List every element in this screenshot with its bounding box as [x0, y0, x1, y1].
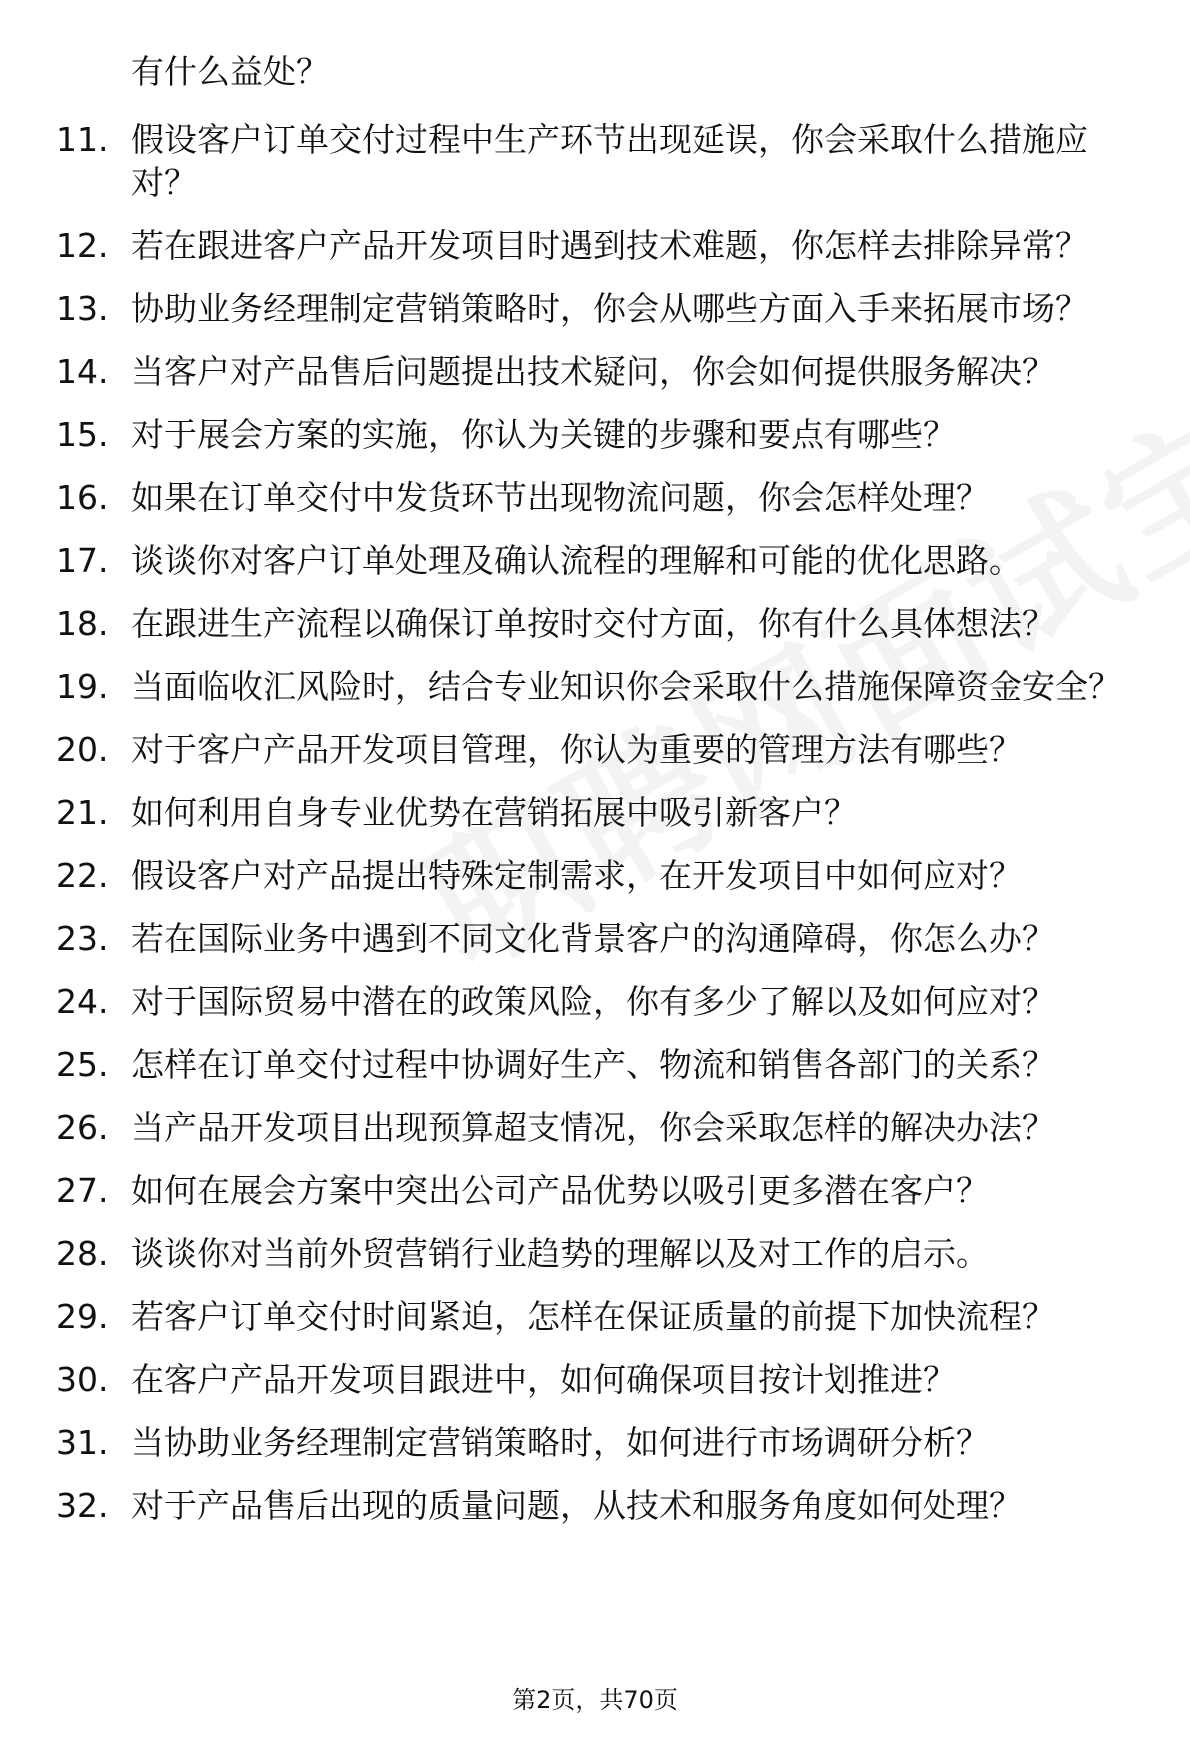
question-text: 在跟进生产流程以确保订单按时交付方面，你有什么具体想法？: [131, 604, 1055, 643]
question-item: [0, 287, 1190, 330]
question-number: 19.: [56, 667, 109, 706]
question-number: 24.: [56, 982, 109, 1021]
question-text: 当产品开发项目出现预算超支情况，你会采取怎样的解决办法？: [131, 1108, 1055, 1147]
question-number: 18.: [56, 604, 109, 643]
question-text: 谈谈你对客户订单处理及确认流程的理解和可能的优化思路。: [131, 541, 1022, 580]
question-text: 假设客户对产品提出特殊定制需求，在开发项目中如何应对？: [131, 856, 1022, 895]
question-item: [0, 602, 1190, 645]
question-number: 16.: [56, 478, 109, 517]
question-text: 当面临收汇风险时，结合专业知识你会采取什么措施保障资金安全？: [131, 667, 1121, 706]
question-list: [0, 118, 1190, 1547]
question-item: [0, 1421, 1190, 1464]
question-item: [0, 791, 1190, 834]
question-number: 31.: [56, 1423, 109, 1462]
question-text: 当协助业务经理制定营销策略时，如何进行市场调研分析？: [131, 1423, 989, 1462]
continuation-text: 有什么益处？: [131, 52, 329, 91]
question-number: 20.: [56, 730, 109, 769]
question-number: 32.: [56, 1486, 109, 1525]
question-number: 15.: [56, 415, 109, 454]
question-item: [0, 224, 1190, 267]
question-item: [0, 413, 1190, 456]
question-number: 17.: [56, 541, 109, 580]
question-text: 若在跟进客户产品开发项目时遇到技术难题，你怎样去排除异常？: [131, 226, 1088, 265]
question-text: 在客户产品开发项目跟进中，如何确保项目按计划推进？: [131, 1360, 956, 1399]
question-text: 假设客户订单交付过程中生产环节出现延误，你会采取什么措施应对？: [131, 120, 1088, 202]
question-number: 21.: [56, 793, 109, 832]
question-text: 谈谈你对当前外贸营销行业趋势的理解以及对工作的启示。: [131, 1234, 989, 1273]
question-item: [0, 1043, 1190, 1086]
question-number: 22.: [56, 856, 109, 895]
question-number: 11.: [56, 120, 109, 159]
question-number: 23.: [56, 919, 109, 958]
question-text: 如何利用自身专业优势在营销拓展中吸引新客户？: [131, 793, 857, 832]
question-text: 若在国际业务中遇到不同文化背景客户的沟通障碍，你怎么办？: [131, 919, 1055, 958]
question-item: [0, 1358, 1190, 1401]
question-text: 对于产品售后出现的质量问题，从技术和服务角度如何处理？: [131, 1486, 1022, 1525]
question-number: 25.: [56, 1045, 109, 1084]
question-number: 28.: [56, 1234, 109, 1273]
question-number: 26.: [56, 1108, 109, 1147]
question-item: [0, 854, 1190, 897]
question-number: 30.: [56, 1360, 109, 1399]
page-footer: 第2页，共70页: [512, 1686, 678, 1714]
question-item: [0, 1484, 1190, 1527]
question-number: 27.: [56, 1171, 109, 1210]
question-number: 29.: [56, 1297, 109, 1336]
question-text: 怎样在订单交付过程中协调好生产、物流和销售各部门的关系？: [131, 1045, 1055, 1084]
question-item: [0, 728, 1190, 771]
question-item: [0, 476, 1190, 519]
question-text: 若客户订单交付时间紧迫，怎样在保证质量的前提下加快流程？: [131, 1297, 1055, 1336]
question-text: 如何在展会方案中突出公司产品优势以吸引更多潜在客户？: [131, 1171, 989, 1210]
question-text: 对于展会方案的实施，你认为关键的步骤和要点有哪些？: [131, 415, 956, 454]
question-item: [0, 1232, 1190, 1275]
question-text: 对于国际贸易中潜在的政策风险，你有多少了解以及如何应对？: [131, 982, 1055, 1021]
question-text: 如果在订单交付中发货环节出现物流问题，你会怎样处理？: [131, 478, 989, 517]
question-item: [0, 917, 1190, 960]
question-item: [0, 1169, 1190, 1212]
question-item: [0, 1295, 1190, 1338]
question-item: [0, 665, 1190, 708]
question-text: 对于客户产品开发项目管理，你认为重要的管理方法有哪些？: [131, 730, 1022, 769]
question-text: 当客户对产品售后问题提出技术疑问，你会如何提供服务解决？: [131, 352, 1055, 391]
question-item: [0, 539, 1190, 582]
question-text: 协助业务经理制定营销策略时，你会从哪些方面入手来拓展市场？: [131, 289, 1088, 328]
question-number: 14.: [56, 352, 109, 391]
question-item: [0, 1106, 1190, 1149]
question-item: [0, 118, 1190, 204]
question-number: 12.: [56, 226, 109, 265]
question-item: [0, 980, 1190, 1023]
question-number: 13.: [56, 289, 109, 328]
question-item: [0, 350, 1190, 393]
